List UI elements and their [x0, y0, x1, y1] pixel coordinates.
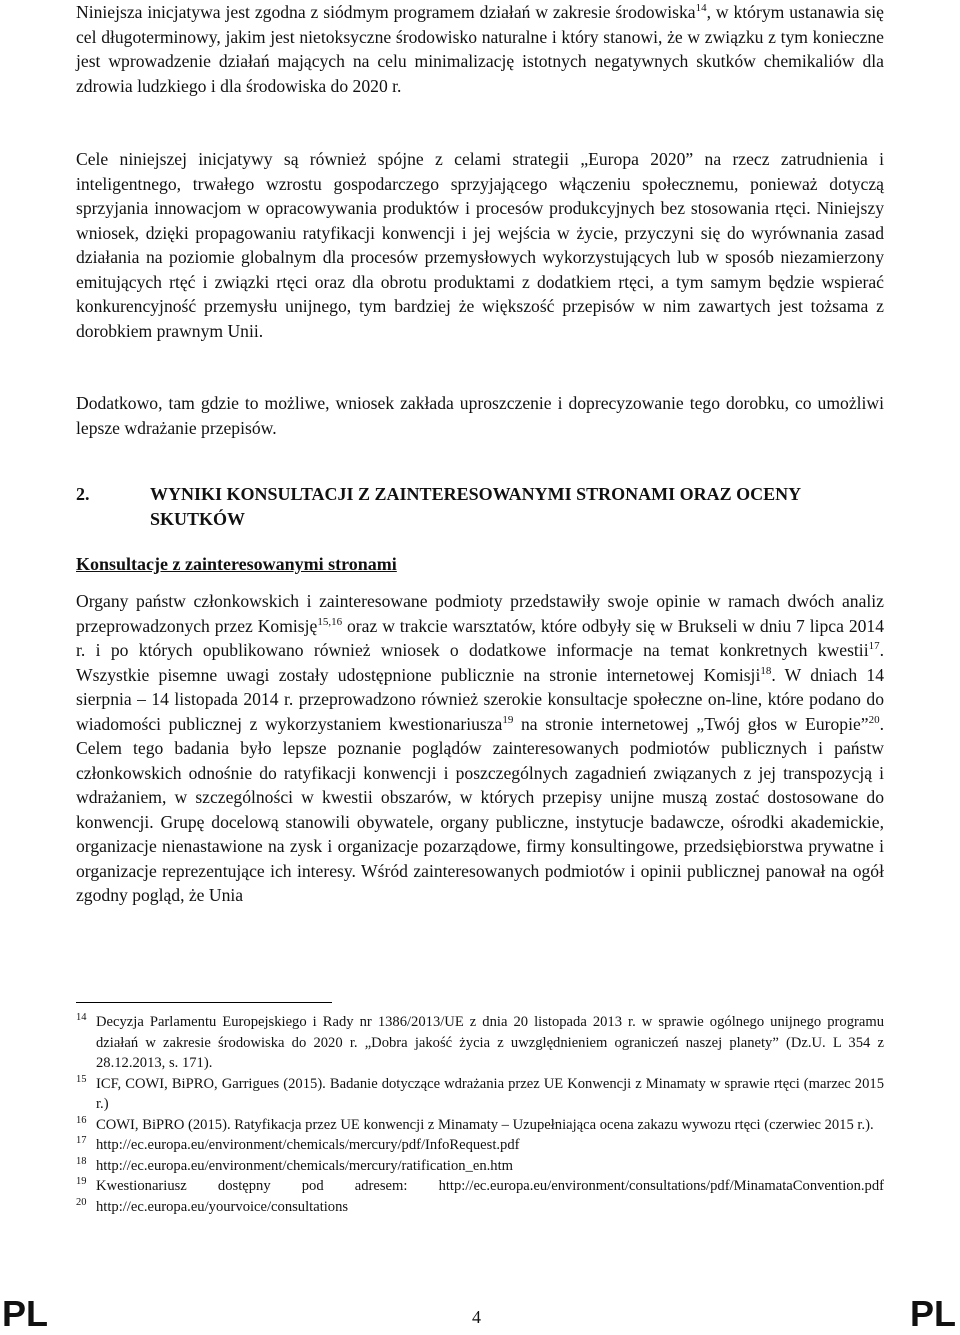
- footnote-14: [76, 1012, 884, 1074]
- footnote-17[interactable]: [76, 1135, 884, 1156]
- paragraph-objectives: Cele niniejszej inicjatywy są również spójne z celami strategii „Europa 2020” na rzecz zatrudnienia i inteligentnego, trwałego wzrostu gospodarczego sprzyjającego włączeniu społecznemu, ponieważ dotyczą sprzyjania innowacjom w opracowywania produktów i procesów produkcyjnych bez stosowania rtęci. Niniejszy wniosek, dzięki propagowaniu ratyfikacji konwencji i jej wejścia w życie, przyczyni się do wyrównania zasad działania na poziomie globalnym dla procesów przemysłowych wykorzystujących lub w sposób niezamierzony emitujących rtęć i związki rtęci oraz dla obrotu produktami z dodatkiem rtęci, a tym samym będzie wspierać konkurencyjność przemysłu unijnego, tym bardziej że większość przepisów w nim zawartych jest tożsama z dorobkiem prawnym Unii.: [76, 149, 884, 341]
- page-number: 4: [472, 1307, 481, 1327]
- footnote-number: 15: [76, 1073, 87, 1085]
- footnote-separator: [76, 1002, 332, 1003]
- footnote-ref-17[interactable]: 17: [868, 640, 880, 653]
- footnote-number: 20: [76, 1196, 87, 1208]
- footnote-number: 19: [76, 1176, 87, 1187]
- consultation-text-3: . Wszystkie pisemne uwagi zostały udostępnione publicznie na stronie internetowej Komisji: [76, 640, 884, 685]
- footnote-link[interactable]: http://ec.europa.eu/yourvoice/consultations: [96, 1198, 349, 1215]
- footnotes: [76, 1012, 884, 1217]
- footnote-ref-14[interactable]: 14: [695, 2, 707, 15]
- footnote-link[interactable]: http://ec.europa.eu/environment/chemicals/mercury/ratification_en.htm: [96, 1157, 513, 1174]
- subheading-consultations: Konsultacje z zainteresowanymi stronami: [76, 554, 397, 574]
- paragraph-simplification: Dodatkowo, tam gdzie to możliwe, wniosek zakłada uproszczenie i doprecyzowanie tego dorobku, co umożliwi lepsze wdrażanie przepisów.: [76, 393, 884, 438]
- footnote-ref-18[interactable]: 18: [760, 664, 772, 677]
- footnote-number: 14: [76, 1012, 87, 1023]
- footnote-text: Decyzja Parlamentu Europejskiego i Rady nr 1386/2013/UE z dnia 20 listopada 2013 r. w sprawie ogólnego unijnego programu działań w zakresie środowiska do 2020 r. „Dobra jakość życia z uwzględnieniem ograniczeń naszej planety” (Dz.U. L 354 z 28.12.2013, s. 171).: [96, 1014, 884, 1071]
- paragraph-intro-text-a: Niniejsza inicjatywa jest zgodna z siódmym programem działań w zakresie środowiska: [76, 2, 696, 22]
- footnote-text: COWI, BiPRO (2015). Ratyfikacja przez UE konwencji z Minamaty – Uzupełniająca ocena zakazu wywozu rtęci (czerwiec 2015 r.).: [96, 1116, 874, 1133]
- footnote-18[interactable]: [76, 1156, 884, 1177]
- footnote-ref-19[interactable]: 19: [502, 713, 514, 726]
- footnote-number: 16: [76, 1114, 87, 1126]
- footnote-15: [76, 1074, 884, 1115]
- section-title: WYNIKI KONSULTACJI Z ZAINTERESOWANYMI STRONAMI ORAZ OCENY SKUTKÓW: [150, 484, 801, 529]
- footnote-20[interactable]: [76, 1197, 884, 1218]
- footer-language-right: PL: [909, 1293, 956, 1334]
- consultation-text-1: Organy państw członkowskich i zainteresowane podmioty przedstawiły swoje opinie w ramach dwóch analiz przeprowadzonych przez Komisję: [76, 591, 884, 636]
- footnote-text: ICF, COWI, BiPRO, Garrigues (2015). Badanie dotyczące wdrażania przez UE Konwencji z Minamaty w sprawie rtęci (marzec 2015 r.): [96, 1075, 884, 1112]
- consultation-text-6: . Celem tego badania było lepsze poznanie poglądów zainteresowanych podmiotów publicznych i państw członkowskich odnośnie do ratyfikacji konwencji i poszczególnych zagadnień związanych z jej transpozycją i wdrażaniem, w szczególności w kwestii obszarów, w których przepisy unijne muszą zostać dostosowane do konwencji. Grupę docelową stanowili obywatele, organy publiczne, instytucje badawcze, ośrodki akademickie, organizacje nienastawione na zysk i organizacje pozarządowe, firmy konsultingowe, przedsiębiorstwa prywatne i organizacje reprezentujące ich interesy. Wśród zainteresowanych podmiotów i opinii publicznej panował na ogół zgodny pogląd, że Unia: [76, 713, 885, 905]
- section-number: 2.: [76, 484, 90, 504]
- footnote-text: Kwestionariusz dostępny pod adresem: http://ec.europa.eu/environment/consultations/pdf/MinamataConvention.pdf: [96, 1178, 884, 1194]
- footnote-number: 18: [76, 1155, 87, 1167]
- consultation-text-5: na stronie internetowej „Twój głos w Europie”: [513, 713, 869, 734]
- consultation-text-2: oraz w trakcie warsztatów, które odbyły się w Brukseli w dniu 7 lipca 2014 r. i po których opublikowano również wniosek o dodatkowe informacje na temat konkretnych kwestii: [76, 615, 885, 660]
- paragraph-intro: [76, 0, 884, 98]
- footnote-ref-20[interactable]: 20: [868, 713, 880, 726]
- footnote-16: [76, 1115, 884, 1136]
- footer-language-left: PL: [2, 1293, 49, 1334]
- paragraph-consultations: [76, 589, 884, 908]
- consultation-text-4: . W dniach 14 sierpnia – 14 listopada 2014 r. przeprowadzono również szerokie konsultacje społeczne on-line, które podano do wiadomości publicznej z wykorzystaniem kwestionariusza: [76, 664, 884, 734]
- footnote-19: [76, 1176, 884, 1197]
- footnote-number: 17: [76, 1135, 87, 1146]
- footnote-ref-15-16[interactable]: 15,16: [317, 615, 343, 628]
- footnote-link[interactable]: http://ec.europa.eu/environment/chemicals/mercury/pdf/InfoRequest.pdf: [96, 1137, 520, 1153]
- paragraph-intro-text-b: , w którym ustanawia się cel długoterminowy, jakim jest nietoksyczne środowisko naturalne i który stanowi, że w związku z tym konieczne jest wprowadzenie działań mających na celu minimalizację istotnych negatywnych skutków chemikaliów dla zdrowia ludzkiego i dla środowiska do 2020 r.: [76, 2, 884, 96]
